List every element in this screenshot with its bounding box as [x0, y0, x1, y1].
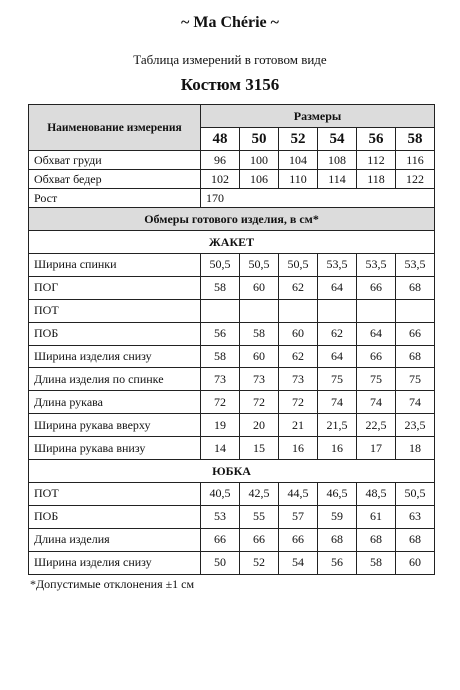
table-row — [29, 437, 435, 460]
value-cell: 64 — [357, 322, 396, 345]
value-cell: 66 — [357, 345, 396, 368]
value-cell: 50,5 — [240, 254, 279, 277]
value-cell: 116 — [396, 151, 435, 170]
table-row — [29, 505, 435, 528]
value-cell: 15 — [240, 437, 279, 460]
value-cell: 68 — [396, 528, 435, 551]
value-cell: 62 — [279, 345, 318, 368]
table-row — [29, 322, 435, 345]
size-header: 56 — [357, 128, 396, 151]
value-cell: 112 — [357, 151, 396, 170]
value-cell: 74 — [318, 391, 357, 414]
value-cell: 44,5 — [279, 483, 318, 506]
value-cell: 50 — [201, 551, 240, 574]
table-row — [29, 151, 435, 170]
value-cell: 68 — [396, 345, 435, 368]
value-cell: 75 — [357, 368, 396, 391]
value-cell: 60 — [396, 551, 435, 574]
value-cell: 68 — [318, 528, 357, 551]
value-cell: 53,5 — [396, 254, 435, 277]
value-cell: 170 — [201, 189, 435, 208]
value-cell: 55 — [240, 505, 279, 528]
table-row — [29, 189, 435, 208]
value-cell — [240, 299, 279, 322]
header-sizes-label: Размеры — [201, 105, 435, 128]
value-cell: 50,5 — [396, 483, 435, 506]
value-cell: 64 — [318, 276, 357, 299]
table-row — [29, 345, 435, 368]
group-title: ЮБКА — [29, 460, 435, 483]
value-cell: 74 — [357, 391, 396, 414]
value-cell: 56 — [201, 322, 240, 345]
value-cell: 114 — [318, 170, 357, 189]
value-cell — [357, 299, 396, 322]
value-cell: 75 — [396, 368, 435, 391]
section-row — [29, 208, 435, 231]
value-cell: 102 — [201, 170, 240, 189]
group-title: ЖАКЕТ — [29, 231, 435, 254]
value-cell: 100 — [240, 151, 279, 170]
value-cell: 110 — [279, 170, 318, 189]
row-label: Длина изделия по спинке — [29, 368, 201, 391]
value-cell: 16 — [279, 437, 318, 460]
section-title: Обмеры готового изделия, в см* — [29, 208, 435, 231]
row-label: ПОТ — [29, 483, 201, 506]
value-cell: 106 — [240, 170, 279, 189]
table-row — [29, 528, 435, 551]
row-label: ПОБ — [29, 322, 201, 345]
value-cell: 58 — [240, 322, 279, 345]
row-label: Длина изделия — [29, 528, 201, 551]
value-cell — [318, 299, 357, 322]
value-cell: 18 — [396, 437, 435, 460]
size-header: 48 — [201, 128, 240, 151]
row-label: Рост — [29, 189, 201, 208]
row-label: Ширина рукава вверху — [29, 414, 201, 437]
table-row — [29, 551, 435, 574]
value-cell: 75 — [318, 368, 357, 391]
value-cell: 53,5 — [357, 254, 396, 277]
row-label: ПОБ — [29, 505, 201, 528]
value-cell — [201, 299, 240, 322]
value-cell: 96 — [201, 151, 240, 170]
value-cell: 56 — [318, 551, 357, 574]
value-cell: 53,5 — [318, 254, 357, 277]
value-cell: 108 — [318, 151, 357, 170]
value-cell: 73 — [201, 368, 240, 391]
value-cell: 118 — [357, 170, 396, 189]
value-cell: 59 — [318, 505, 357, 528]
value-cell: 72 — [201, 391, 240, 414]
value-cell: 73 — [279, 368, 318, 391]
value-cell: 66 — [357, 276, 396, 299]
value-cell: 58 — [201, 345, 240, 368]
value-cell: 17 — [357, 437, 396, 460]
value-cell: 21,5 — [318, 414, 357, 437]
value-cell: 54 — [279, 551, 318, 574]
row-label: Ширина изделия снизу — [29, 551, 201, 574]
value-cell: 42,5 — [240, 483, 279, 506]
value-cell — [279, 299, 318, 322]
value-cell: 58 — [357, 551, 396, 574]
value-cell — [396, 299, 435, 322]
value-cell: 14 — [201, 437, 240, 460]
value-cell: 46,5 — [318, 483, 357, 506]
value-cell: 53 — [201, 505, 240, 528]
table-row — [29, 391, 435, 414]
value-cell: 66 — [201, 528, 240, 551]
value-cell: 68 — [396, 276, 435, 299]
value-cell: 72 — [240, 391, 279, 414]
value-cell: 58 — [201, 276, 240, 299]
document-subtitle: Таблица измерений в готовом виде — [133, 52, 327, 67]
row-label: Обхват груди — [29, 151, 201, 170]
table-row — [29, 483, 435, 506]
value-cell: 40,5 — [201, 483, 240, 506]
row-label: Ширина изделия снизу — [29, 345, 201, 368]
value-cell: 74 — [396, 391, 435, 414]
value-cell: 50,5 — [201, 254, 240, 277]
group-row — [29, 460, 435, 483]
table-row — [29, 276, 435, 299]
header-row — [29, 105, 435, 128]
value-cell: 50,5 — [279, 254, 318, 277]
size-header: 54 — [318, 128, 357, 151]
value-cell: 16 — [318, 437, 357, 460]
row-label: Ширина спинки — [29, 254, 201, 277]
value-cell: 22,5 — [357, 414, 396, 437]
value-cell: 52 — [240, 551, 279, 574]
size-header: 58 — [396, 128, 435, 151]
value-cell: 60 — [279, 322, 318, 345]
size-header: 52 — [279, 128, 318, 151]
measurement-table — [28, 104, 435, 575]
value-cell: 63 — [396, 505, 435, 528]
value-cell: 104 — [279, 151, 318, 170]
value-cell: 64 — [318, 345, 357, 368]
table-row — [29, 299, 435, 322]
value-cell: 62 — [279, 276, 318, 299]
model-title: Костюм 3156 — [180, 75, 280, 94]
row-label: ПОТ — [29, 299, 201, 322]
value-cell: 66 — [279, 528, 318, 551]
value-cell: 61 — [357, 505, 396, 528]
row-label: Ширина рукава внизу — [29, 437, 201, 460]
group-row — [29, 231, 435, 254]
table-row — [29, 414, 435, 437]
value-cell: 57 — [279, 505, 318, 528]
value-cell: 122 — [396, 170, 435, 189]
row-label: ПОГ — [29, 276, 201, 299]
value-cell: 60 — [240, 345, 279, 368]
table-row — [29, 368, 435, 391]
brand-title: ~ Ma Chérie ~ — [181, 14, 279, 31]
value-cell: 62 — [318, 322, 357, 345]
table-row — [29, 254, 435, 277]
footnote: *Допустимые отклонения ±1 см — [30, 577, 195, 591]
value-cell: 68 — [357, 528, 396, 551]
value-cell: 21 — [279, 414, 318, 437]
value-cell: 23,5 — [396, 414, 435, 437]
row-label: Длина рукава — [29, 391, 201, 414]
value-cell: 66 — [396, 322, 435, 345]
header-measurement-name: Наименование измерения — [29, 105, 201, 151]
value-cell: 48,5 — [357, 483, 396, 506]
value-cell: 19 — [201, 414, 240, 437]
value-cell: 72 — [279, 391, 318, 414]
table-row — [29, 170, 435, 189]
value-cell: 20 — [240, 414, 279, 437]
value-cell: 60 — [240, 276, 279, 299]
value-cell: 66 — [240, 528, 279, 551]
row-label: Обхват бедер — [29, 170, 201, 189]
size-header: 50 — [240, 128, 279, 151]
value-cell: 73 — [240, 368, 279, 391]
